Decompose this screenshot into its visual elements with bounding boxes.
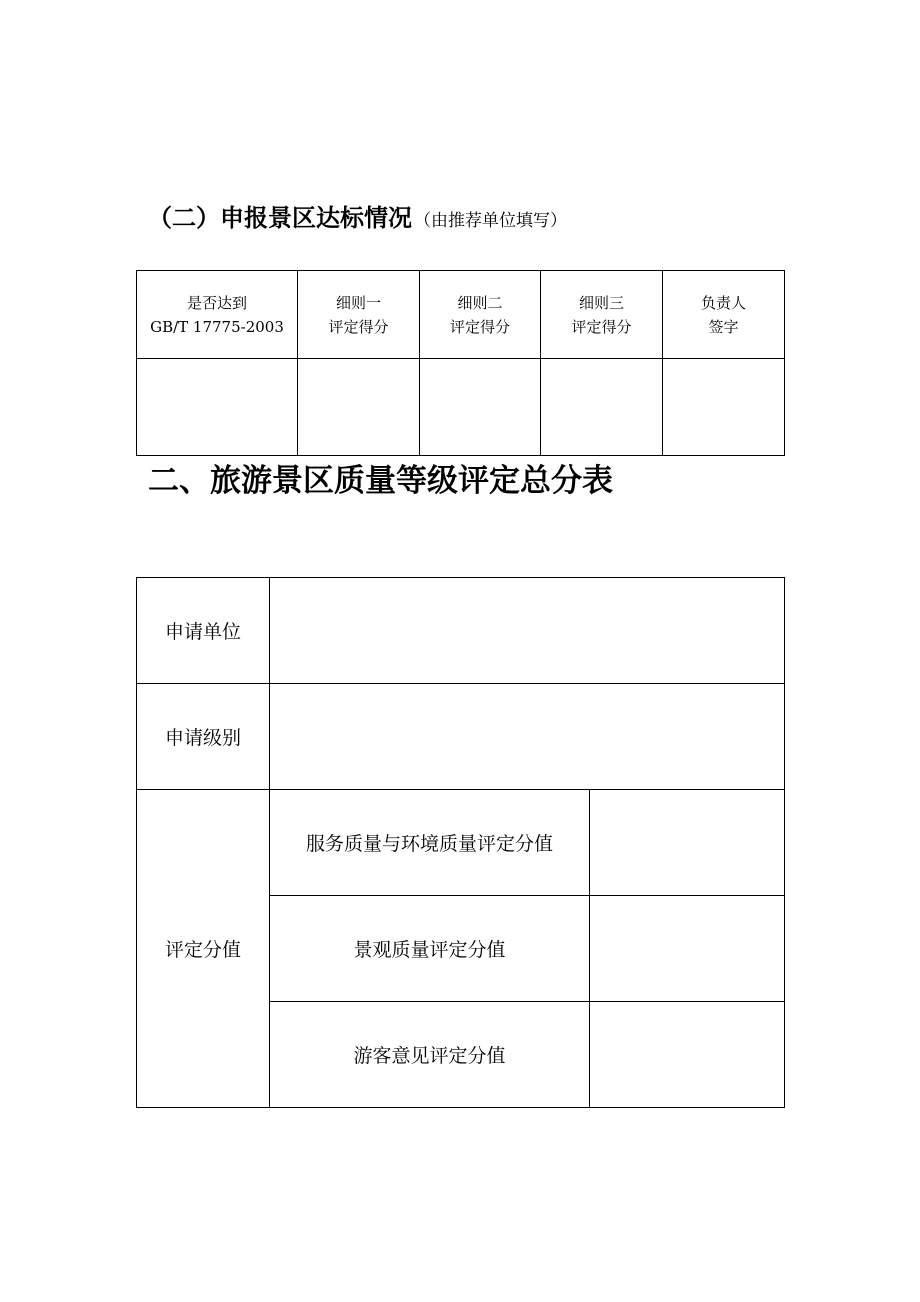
service-environment-score-label: 服务质量与环境质量评定分值 — [270, 790, 590, 896]
header-line: 细则二 — [457, 293, 503, 312]
section-one-heading — [148, 206, 567, 230]
rule-two-score-cell[interactable] — [420, 359, 541, 456]
header-line: GB/T 17775-2003 — [150, 317, 284, 336]
header-rule-two-score — [420, 271, 541, 359]
header-standard-compliance — [137, 271, 298, 359]
service-environment-score-cell[interactable] — [590, 790, 785, 896]
level-row — [137, 684, 785, 790]
section-two-title: 二、旅游景区质量等级评定总分表 — [148, 463, 613, 499]
landscape-score-label: 景观质量评定分值 — [270, 896, 590, 1002]
level-value-cell[interactable] — [270, 684, 785, 790]
header-line: 评定得分 — [571, 317, 632, 336]
compliance-input-row — [137, 359, 785, 456]
standard-compliance-cell[interactable] — [137, 359, 298, 456]
section-one-title: （二）申报景区达标情况 — [148, 204, 412, 232]
applicant-label: 申请单位 — [137, 578, 270, 684]
compliance-table — [136, 270, 785, 456]
section-one-note: （由推荐单位填写） — [414, 211, 567, 231]
header-rule-three-score — [541, 271, 663, 359]
header-rule-one-score — [298, 271, 420, 359]
header-responsible-signature — [663, 271, 785, 359]
header-line: 评定得分 — [328, 317, 389, 336]
rule-one-score-cell[interactable] — [298, 359, 420, 456]
landscape-score-cell[interactable] — [590, 896, 785, 1002]
compliance-header-row — [137, 271, 785, 359]
score-summary-table — [136, 577, 785, 1108]
visitor-opinion-score-cell[interactable] — [590, 1002, 785, 1108]
signature-cell[interactable] — [663, 359, 785, 456]
header-line: 细则一 — [335, 293, 381, 312]
score-label: 评定分值 — [137, 790, 270, 1108]
applicant-value-cell[interactable] — [270, 578, 785, 684]
header-line: 细则三 — [578, 293, 624, 312]
header-line: 负责人 — [700, 293, 746, 312]
applicant-row — [137, 578, 785, 684]
header-line: 是否达到 — [186, 293, 247, 312]
rule-three-score-cell[interactable] — [541, 359, 663, 456]
header-line: 评定得分 — [449, 317, 510, 336]
visitor-opinion-score-label: 游客意见评定分值 — [270, 1002, 590, 1108]
level-label: 申请级别 — [137, 684, 270, 790]
header-line: 签字 — [708, 317, 739, 336]
score-row — [137, 790, 785, 896]
